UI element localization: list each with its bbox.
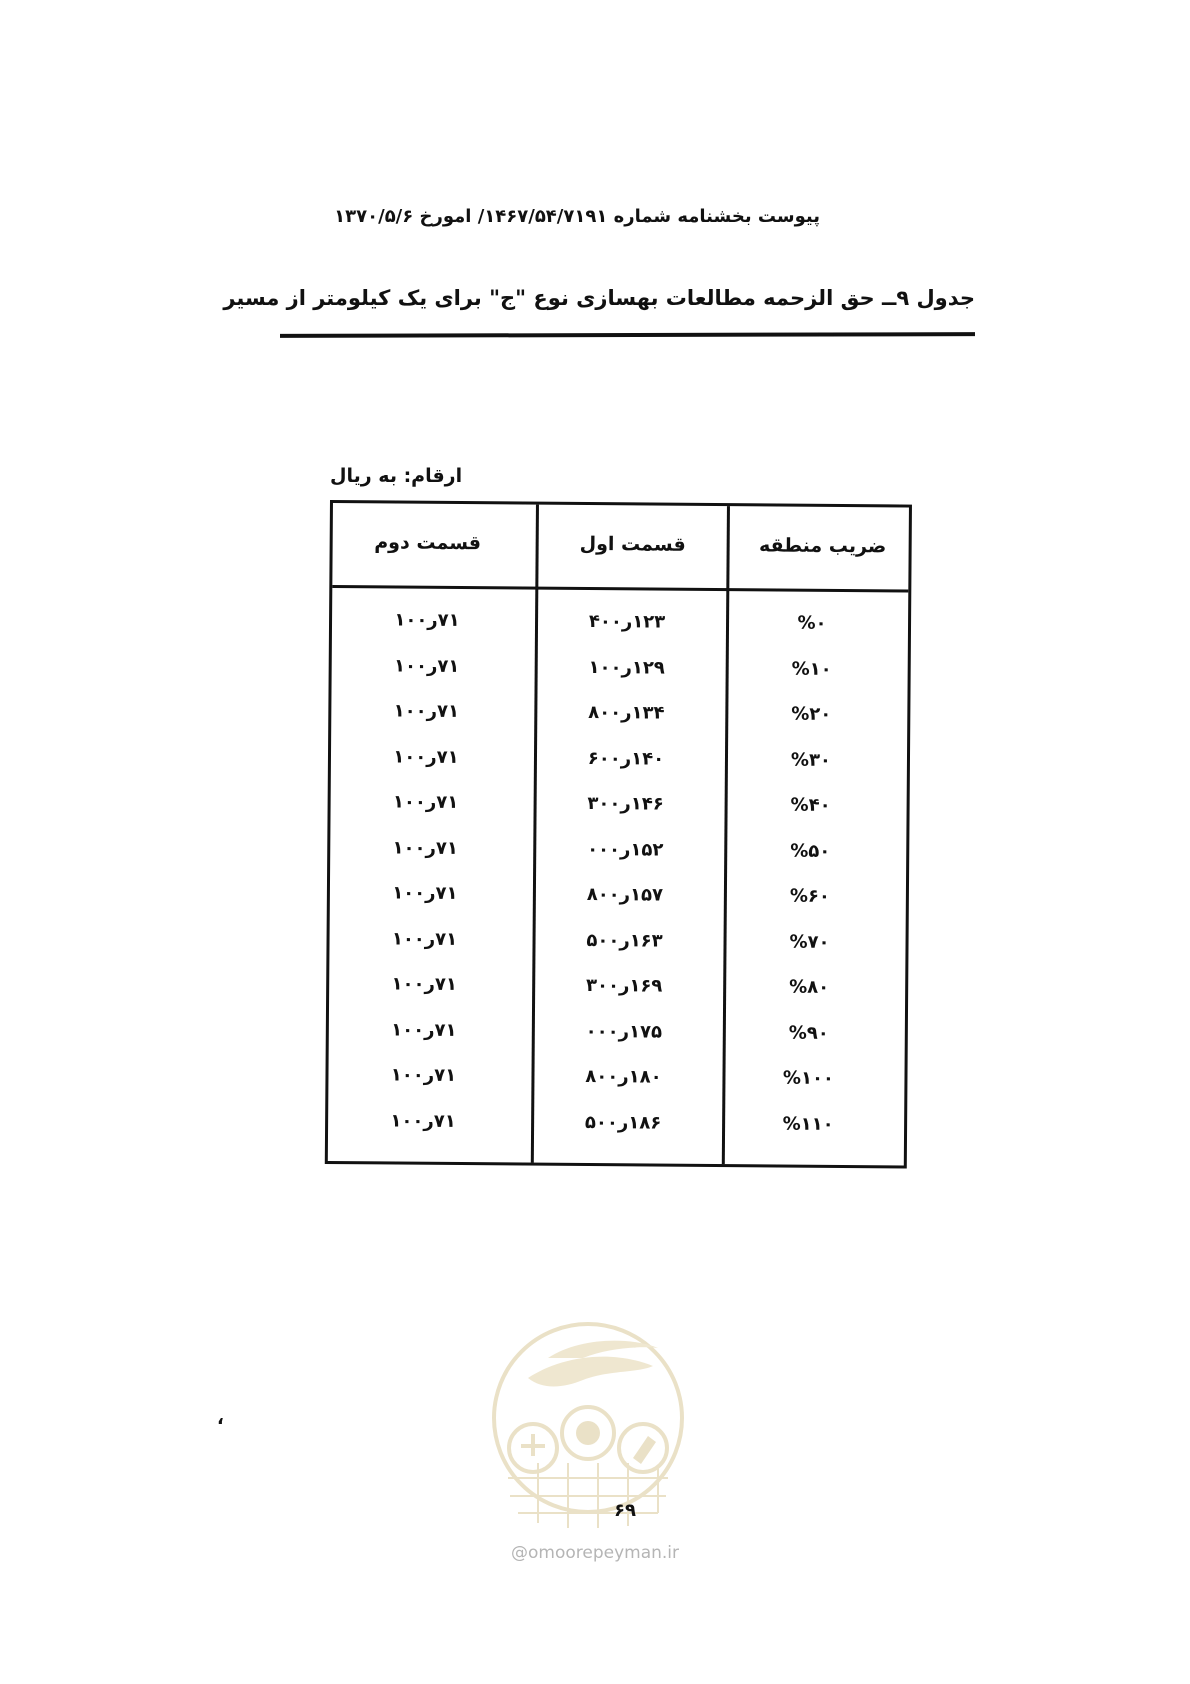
table-row — [330, 876, 906, 926]
fee-table — [325, 500, 912, 1169]
cell-part-two: ۷۱ر۱۰۰ — [392, 791, 459, 814]
cell-zone-coefficient: %۴۰ — [790, 794, 831, 816]
cell-zone-coefficient: %۲۰ — [791, 703, 832, 725]
circular-reference: پیوست بخشنامه شماره ۱۴۶۷/۵۴/۷۱۹۱/ امورخ ۱۳۷۰/۵/۶ — [334, 206, 820, 227]
header-part-one: قسمت اول — [579, 532, 686, 556]
cell-part-one: ۱۶۳ر۵۰۰ — [586, 929, 663, 952]
cell-part-one: ۱۵۲ر۰۰۰ — [587, 838, 664, 861]
cell-part-two: ۷۱ر۱۰۰ — [393, 746, 459, 768]
cell-part-two: ۷۱ر۱۰۰ — [391, 973, 457, 996]
cell-zone-coefficient: %۱۰ — [791, 658, 832, 680]
header-zone-coefficient: ضریب منطقه — [758, 534, 887, 558]
table-row — [329, 1013, 905, 1063]
cell-zone-coefficient: %۱۰۰ — [782, 1067, 835, 1089]
cell-part-two: ۷۱ر۱۰۰ — [394, 609, 460, 632]
cell-part-one: ۱۲۹ر۱۰۰ — [588, 656, 665, 679]
cell-part-two: ۷۱ر۱۰۰ — [392, 837, 459, 859]
cell-part-one: ۱۸۶ر۵۰۰ — [584, 1111, 662, 1134]
cell-part-two: ۷۱ر۱۰۰ — [393, 655, 460, 677]
cell-part-two: ۷۱ر۱۰۰ — [390, 1064, 457, 1087]
cell-zone-coefficient: %۵۰ — [790, 840, 831, 862]
cell-part-one: ۱۴۶ر۳۰۰ — [587, 793, 664, 815]
cell-part-two: ۷۱ر۱۰۰ — [391, 927, 458, 950]
cell-part-one: ۱۶۹ر۳۰۰ — [585, 975, 663, 997]
cell-part-one: ۱۵۷ر۸۰۰ — [586, 884, 664, 906]
page-number: ۶۹ — [614, 1500, 636, 1521]
title-underline — [280, 332, 975, 338]
table-row — [330, 831, 906, 881]
cell-part-one: ۱۷۵ر۰۰۰ — [585, 1020, 663, 1043]
cell-part-two: ۷۱ر۱۰۰ — [393, 700, 460, 723]
cell-part-two: ۷۱ر۱۰۰ — [391, 1018, 457, 1041]
omoorepeyman-logo-watermark — [488, 1318, 688, 1548]
table-body — [328, 603, 908, 1154]
cell-part-one: ۱۲۳ر۴۰۰ — [588, 611, 666, 633]
watermark-url: @omoorepeyman.ir — [510, 1543, 680, 1563]
table-row — [329, 967, 905, 1017]
table-row — [331, 694, 907, 744]
cell-zone-coefficient: %۸۰ — [789, 976, 830, 998]
table-title: جدول ۹ــ حق الزحمه مطالعات بهسازی نوع "ج" برای یک کیلومتر از مسیر — [223, 286, 975, 310]
table-row — [330, 785, 906, 835]
cell-zone-coefficient: %۹۰ — [788, 1022, 829, 1044]
table-row — [328, 1104, 904, 1154]
cell-part-one: ۱۳۴ر۸۰۰ — [588, 702, 665, 724]
cell-part-two: ۷۱ر۱۰۰ — [390, 1109, 456, 1132]
header-part-two: قسمت دوم — [374, 531, 482, 555]
cell-part-two: ۷۱ر۱۰۰ — [392, 882, 458, 905]
table-row — [332, 603, 908, 653]
cell-part-one: ۱۸۰ر۸۰۰ — [585, 1066, 662, 1088]
units-label: ارقام: به ریال — [330, 465, 463, 487]
cell-zone-coefficient: %۱۱۰ — [782, 1113, 834, 1135]
cell-zone-coefficient: %۷۰ — [789, 931, 830, 953]
header-divider — [332, 585, 908, 593]
cell-zone-coefficient: %۶۰ — [789, 885, 830, 907]
table-row — [331, 649, 907, 699]
table-row — [331, 740, 907, 790]
table-row — [328, 1058, 904, 1108]
table-row — [329, 922, 905, 972]
stray-mark: ، — [217, 1408, 224, 1429]
cell-part-one: ۱۴۰ر۶۰۰ — [587, 747, 665, 770]
cell-zone-coefficient: %۰ — [797, 612, 827, 634]
cell-zone-coefficient: %۳۰ — [790, 749, 832, 771]
